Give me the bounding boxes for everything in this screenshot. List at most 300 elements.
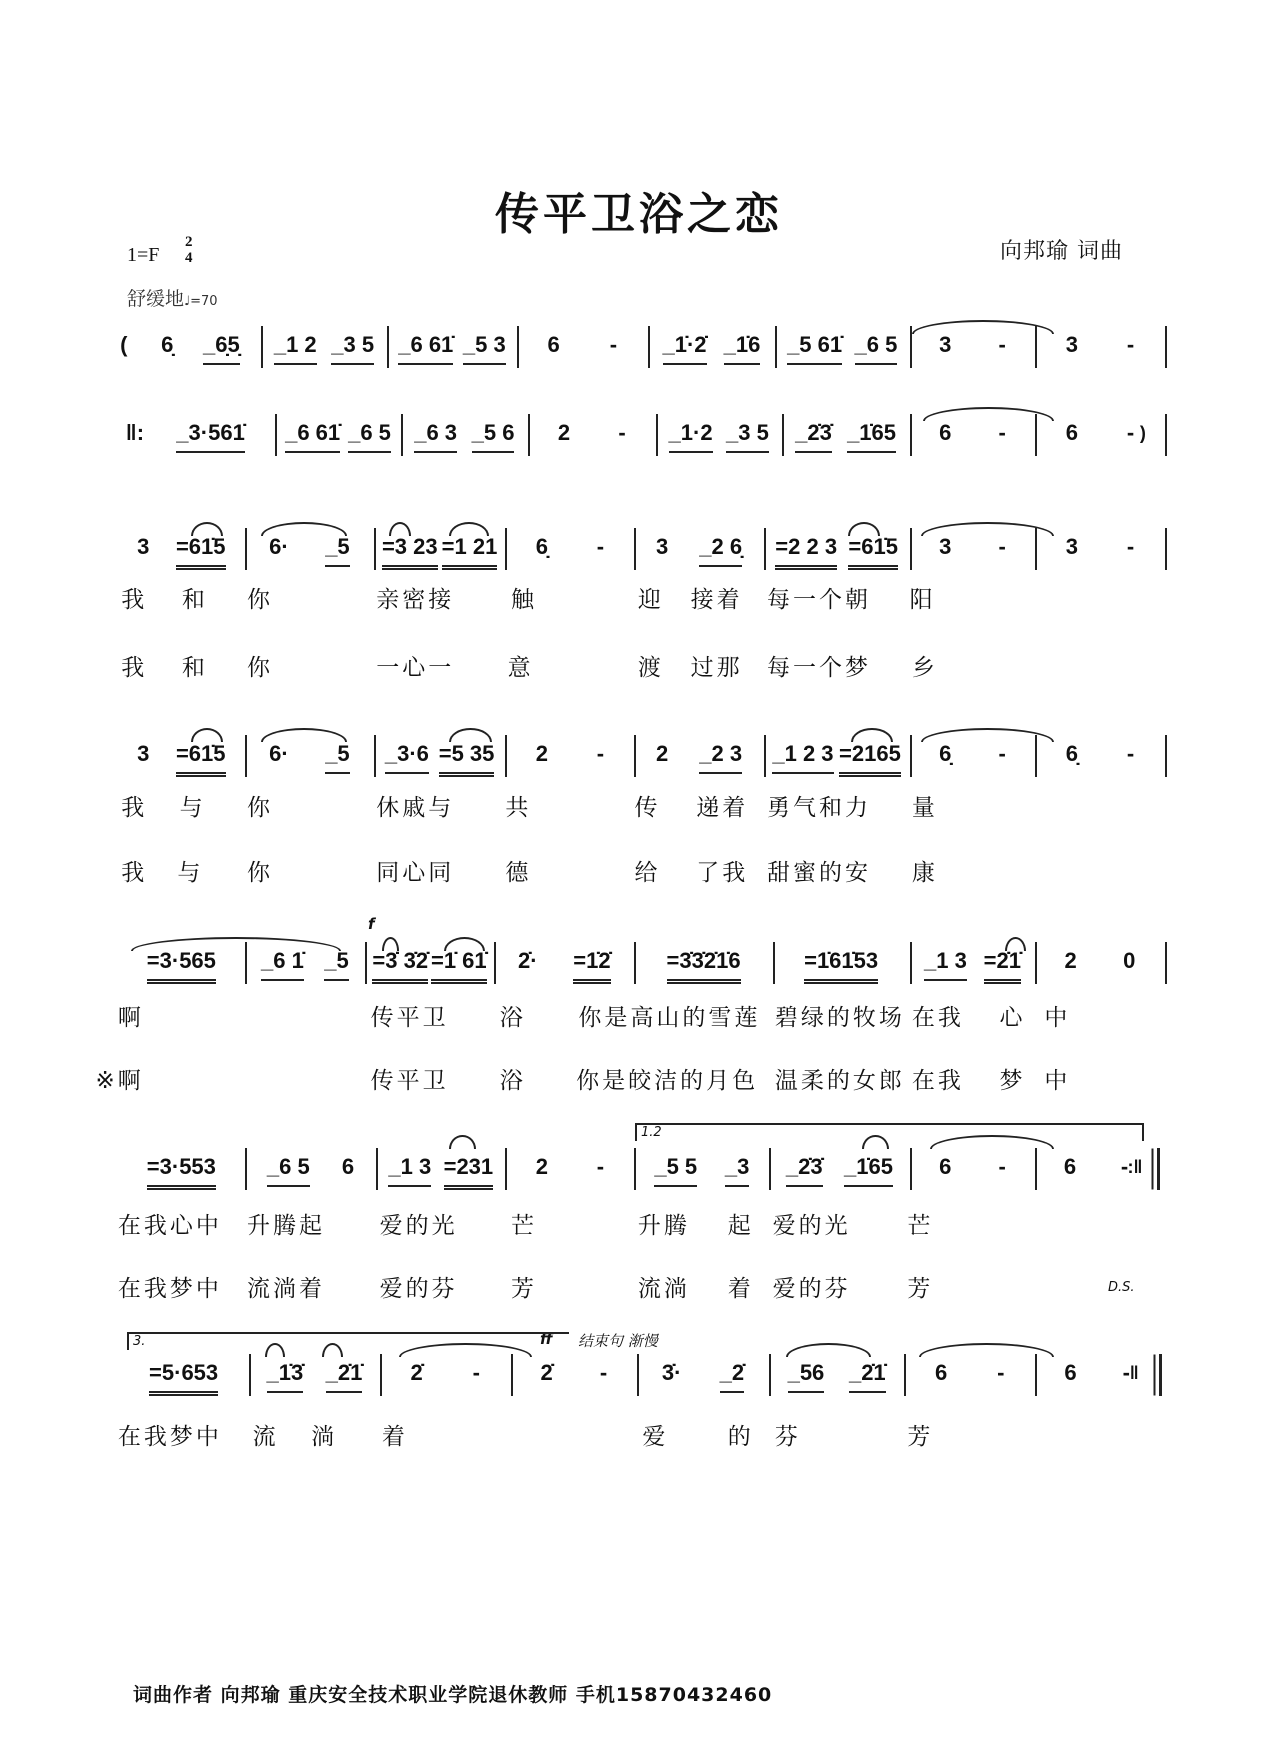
note-group: - [596,740,605,766]
note-group: =3̇ 3̇2̇ [372,946,428,984]
lyric-syllable: 与 [179,794,206,821]
measure [640,1152,763,1192]
row-close-mark: :‖ [1127,1157,1143,1178]
lyric-syllable: 浴 [499,1004,526,1031]
lyric-syllable: 我 [121,587,148,614]
tempo-marking [127,284,218,311]
barline [1165,326,1167,368]
note-group: =3·553 [147,1152,216,1190]
note-group: _5 61̇ [787,330,842,365]
barline [374,528,376,570]
note-group: =2̇1̇ [984,946,1021,984]
note-group: 6̣ [535,534,548,560]
measure [662,418,776,458]
lyric-syllable: 和 [181,654,208,681]
lyric-syllable: 淌 [311,1423,338,1450]
barline [275,414,277,456]
note-group: _5 [325,532,349,567]
note-group: _3 [725,1152,749,1187]
note-group: =1̇2̇ [573,946,610,984]
time-signature [185,234,193,266]
note-group: _6 61̇ [285,418,340,453]
lyric-syllable: 量 [911,794,938,821]
note-group: _3 5 [726,418,769,453]
measure [382,1152,499,1192]
lyric-syllable: 共 [505,794,532,821]
note-group: _2̇1̇ [326,1358,363,1393]
note-group: - [1126,332,1135,358]
note-group: 6 [341,1154,355,1180]
lyric-syllable: 爱 [642,1423,669,1450]
measure [393,330,510,370]
lyric-syllable: 芒 [907,1212,934,1239]
barline [1035,1354,1037,1396]
tempo-bpm: ♩=70 [184,294,218,309]
barline [494,942,496,984]
lyric-syllable: 在我心中 [117,1212,222,1239]
note-group: - [599,1359,608,1385]
note-group: 2 [557,419,571,445]
barline [910,1148,912,1190]
lyric-syllable: 意 [507,654,534,681]
measure [654,330,769,370]
lyric-syllable: 你 [247,654,274,681]
note-group: =1̇ 61̇ [431,946,487,984]
row-open-mark: ( [120,332,128,358]
slur-arc [389,522,411,536]
note-group: 6̣ [1065,740,1079,766]
barline [1035,942,1037,984]
measure [500,946,628,986]
note-group: _1̇65 [844,1152,893,1187]
measure [251,946,359,986]
barline [1159,1354,1162,1396]
measure [511,532,628,572]
measure [775,1358,898,1398]
measure [640,532,757,572]
barline [505,1148,507,1190]
note-group: =5·653 [149,1358,218,1396]
note-group: =3 23 [382,532,438,570]
slur-arc [191,522,223,536]
lyric-syllable: 和 [181,587,208,614]
note-group: _1̇65 [847,418,896,453]
note-group: 6̣ [939,740,952,766]
lyric-syllable: 芳 [907,1275,934,1302]
note-group: _2 3 [699,739,742,774]
slur-arc [851,728,893,742]
note-group: - [1120,1154,1129,1180]
lyric-syllable: 传 [634,794,661,821]
note-group: _56 [788,1358,825,1393]
note-group: _1 3 [388,1152,431,1187]
barline [634,528,636,570]
lyric-syllable: 每一个梦 [767,654,871,681]
note-group: - [998,419,1006,445]
barline [1165,735,1167,777]
slur-arc [449,522,489,536]
measure [251,739,368,779]
note-group: 2 [535,1154,548,1180]
lyric-syllable: 着 [381,1423,408,1450]
measure [511,739,628,779]
note-group: _3·6 [385,739,429,774]
lyric-syllable: 渡 [637,654,664,681]
lyric-syllable: 芒 [510,1212,537,1239]
slur-arc [923,407,1054,421]
lyric-syllable: 接着 [690,587,743,614]
measure [534,418,650,458]
measure [255,1358,373,1398]
barline [910,528,912,570]
note-group: =3̇3̇2̇1̇6 [667,946,741,984]
volta-1-2-label: 1.2 [641,1125,662,1140]
note-group: 3 [656,534,669,560]
note-group: _6̣5̣ [203,330,240,365]
slur-arc [261,728,347,742]
barline [245,528,247,570]
note-group: =1̇61̇53 [804,946,878,984]
lyric-syllable: 在我 [911,1004,964,1031]
lyric-syllable: 芬 [774,1423,801,1450]
measure [152,418,269,458]
note-group: - [998,740,1006,766]
lyric-syllable: 爱的芬 [379,1275,458,1302]
lyric-syllable: 乡 [911,654,938,681]
note-group: =61̇5 [176,532,226,570]
lyric-syllable: 你 [247,794,274,821]
note-group: _2 6̣ [699,532,742,567]
barline [380,1354,382,1396]
song-title: 传平卫浴之恋 [495,189,783,240]
note-group: _2̇3̇ [795,418,832,453]
time-top: 2 [185,234,193,250]
lyric-syllable: 中 [1044,1067,1071,1094]
barline [782,414,784,456]
lyric-syllable: 阳 [909,587,936,614]
lyric-syllable: 在我梦中 [117,1423,222,1450]
barline [764,528,766,570]
measure [916,946,1030,986]
measure [371,946,488,986]
lyric-syllable: 爱的光 [772,1212,851,1239]
note-group: 3 [939,534,952,560]
measure [1041,418,1158,458]
measure [511,1152,628,1192]
slur-arc [848,522,880,536]
lyric-syllable: 爱的芬 [772,1275,851,1302]
measure [916,418,1030,458]
slur-arc [919,1343,1054,1357]
measure [251,1152,370,1192]
barline [249,1354,251,1396]
row-close-mark: ) [1139,422,1146,443]
barline [634,1148,636,1190]
lyric-syllable: 碧绿的牧场 [774,1004,905,1031]
measure [517,1358,631,1398]
note-group: 6 [1064,1359,1077,1385]
note-group: _1̇6 [724,330,761,365]
barline [374,735,376,777]
lyric-syllable: 休戚与 [376,794,455,821]
slur-arc [921,728,1054,742]
slur-arc [921,522,1054,536]
measure [770,532,904,572]
note-group: - [596,534,605,560]
note-group: _5 6 [472,418,515,453]
barline [365,942,367,984]
note-group: _1·2 [669,418,713,453]
note-group: _5 5 [654,1152,697,1187]
note-group: 6 [939,419,952,445]
note-group: _2̇ [720,1358,744,1393]
lyric-syllable: 传平卫 [370,1067,449,1094]
barline [376,1148,378,1190]
measure [640,946,766,986]
forte-mark: f [368,915,375,933]
lyric-syllable: 与 [177,860,204,887]
lyric-syllable: 一心一 [376,654,455,681]
note-group: 6· [269,740,289,766]
note-group: _1 2 [274,330,317,365]
note-group: - [1126,419,1135,445]
note-group: _6 5 [348,418,391,453]
lyric-syllable: 你 [247,587,274,614]
note-group: _3·561̇ [176,418,245,453]
measure [779,946,904,986]
note-group: _6 61̇ [398,330,453,365]
measure [124,532,239,572]
measure [124,1358,243,1398]
lyric-syllable: 芳 [510,1275,537,1302]
note-group: - [472,1359,480,1385]
note-group: 3 [1065,332,1079,358]
fortissimo-mark: ff [540,1330,553,1348]
volta-1-2 [635,1123,1144,1141]
lyric-syllable: 过那 [690,654,743,681]
note-group: _1 3 [924,946,967,981]
note-group: 6 [934,1359,948,1385]
lyric-syllable: 你 [247,860,274,887]
barline [245,735,247,777]
note-group: 2̇ [410,1359,423,1385]
slur-arc [912,320,1054,334]
dal-segno-mark: D.S. [1108,1280,1135,1295]
lyric-syllable: 你是皎洁的月色 [576,1067,759,1094]
barline [764,735,766,777]
barline [910,735,912,777]
note-group: =61̇5 [848,532,898,570]
note-group: - [609,332,618,358]
note-group: _1̇3̇ [267,1358,304,1393]
measure [643,1358,764,1398]
note-group: - [596,1154,605,1180]
note-group: _6 5 [855,330,898,365]
barline [261,326,263,368]
barline [910,414,912,456]
measure [281,418,395,458]
measure [1041,330,1158,370]
measure [1041,946,1158,986]
barline [1157,1148,1160,1190]
barline [1165,414,1167,456]
barline [245,1148,247,1190]
lyric-syllable: 了我 [696,860,749,887]
note-group: _5 [324,946,348,981]
measure [1041,1152,1150,1192]
note-group: 6 [939,1154,952,1180]
measure [386,1358,505,1398]
note-group: - [997,1359,1005,1385]
note-group: _2̇3̇ [786,1152,823,1187]
measure [124,739,239,779]
lyric-syllable: 德 [505,860,532,887]
row-close-mark: ‖ [1129,1362,1139,1383]
measure [910,1358,1029,1398]
lyric-syllable: 给 [634,860,661,887]
lyric-syllable: 在我 [911,1067,964,1094]
measure [267,330,382,370]
lyric-syllable: 中 [1044,1004,1071,1031]
slur-arc [444,937,485,951]
barline [637,1354,639,1396]
lyric-syllable: 你是高山的雪莲 [578,1004,761,1031]
measure [916,739,1030,779]
measure [1041,739,1158,779]
note-group: 3 [1065,534,1079,560]
note-group: =231 [444,1152,494,1190]
note-group: 6̣ [161,332,174,358]
lyric-syllable: 芳 [907,1423,934,1450]
lyric-syllable: 我 [121,654,148,681]
note-group: 2 [1064,947,1077,973]
tempo-text: 舒缓地 [127,288,185,310]
lyric-syllable: 在我梦中 [117,1275,222,1302]
measure [916,330,1030,370]
measure [1041,532,1158,572]
row-open-mark: ‖: [125,419,145,445]
lyric-syllable: 梦 [999,1067,1026,1094]
time-bottom: 4 [185,250,193,266]
note-group: 3 [137,534,150,560]
barline [511,1354,513,1396]
note-group: - [998,534,1006,560]
lyric-syllable: 流淌着 [247,1275,326,1302]
lyric-syllable: 流 [252,1423,279,1450]
lyric-syllable: 同心同 [376,860,455,887]
note-group: _6 3 [414,418,457,453]
note-group: - [1126,534,1135,560]
note-group: =3·565 [147,946,216,984]
barline [769,1354,771,1396]
ending-instruction: 结束句 渐慢 [578,1332,658,1350]
measure [251,532,368,572]
lyric-syllable: 传平卫 [370,1004,449,1031]
lyric-syllable: ※啊 [95,1067,144,1094]
lyric-syllable: 我 [121,794,148,821]
lyric-syllable: 起 [727,1212,754,1239]
lyric-syllable: 我 [121,860,148,887]
measure [380,532,499,572]
barline [773,942,775,984]
note-group: _3 5 [331,330,374,365]
note-group: =2 2 3 [775,532,837,570]
measure [640,739,757,779]
measure [380,739,499,779]
lyric-syllable: 的 [727,1423,754,1450]
barline [401,414,403,456]
note-group: _5 [325,739,349,774]
note-group: 3 [939,332,952,358]
note-group: - [1122,1359,1130,1385]
lyric-syllable: 流淌 [637,1275,690,1302]
lyric-syllable: 爱的光 [379,1212,458,1239]
lyric-syllable: 啊 [117,1004,144,1031]
barline [904,1354,906,1396]
note-group: _1 2 3 [772,739,833,774]
note-group: - [998,1154,1006,1180]
lyric-syllable: 浴 [499,1067,526,1094]
note-group: _6 1̇ [261,946,304,981]
barline [775,326,777,368]
barline [769,1148,771,1190]
measure [775,1152,903,1192]
note-group: 2 [535,740,548,766]
lyric-syllable: 触 [510,587,537,614]
barline [656,414,658,456]
key-signature: 1=F [127,244,160,266]
barline [1035,1148,1037,1190]
note-group: - [1126,740,1135,766]
measure [916,532,1030,572]
barline [505,735,507,777]
lyric-syllable: 亲密接 [376,587,455,614]
slur-arc [191,728,223,742]
slur-arc [449,728,492,742]
barline [634,735,636,777]
measure [770,739,904,779]
barline [387,326,389,368]
note-group: 6 [547,332,560,358]
footer-credit: 词曲作者 向邦瑜 重庆安全技术职业学院退休教师 手机15870432460 [133,1684,773,1706]
barline [517,326,519,368]
barline [1165,528,1167,570]
note-group: 3 [137,740,150,766]
measure [781,330,904,370]
slur-arc [382,937,399,951]
lyric-syllable: 升腾起 [247,1212,326,1239]
note-group: 2̇ [540,1359,553,1385]
barline [648,326,650,368]
note-group: 0 [1123,947,1136,973]
note-group: 6· [269,534,289,560]
measure [788,418,904,458]
measure [407,418,522,458]
measure [916,1152,1030,1192]
measure [146,330,254,370]
measure [124,1152,239,1192]
note-group: 2 [656,740,669,766]
lyric-syllable: 递着 [696,794,749,821]
lyric-syllable: 迎 [637,587,664,614]
note-group: =1 21 [442,532,498,570]
lyric-syllable: 每一个朝 [767,587,871,614]
slur-arc [131,937,341,951]
note-group: _2̇1̇ [849,1358,886,1393]
barline [528,414,530,456]
lyric-syllable: 心 [999,1004,1026,1031]
lyric-syllable: 康 [911,860,938,887]
